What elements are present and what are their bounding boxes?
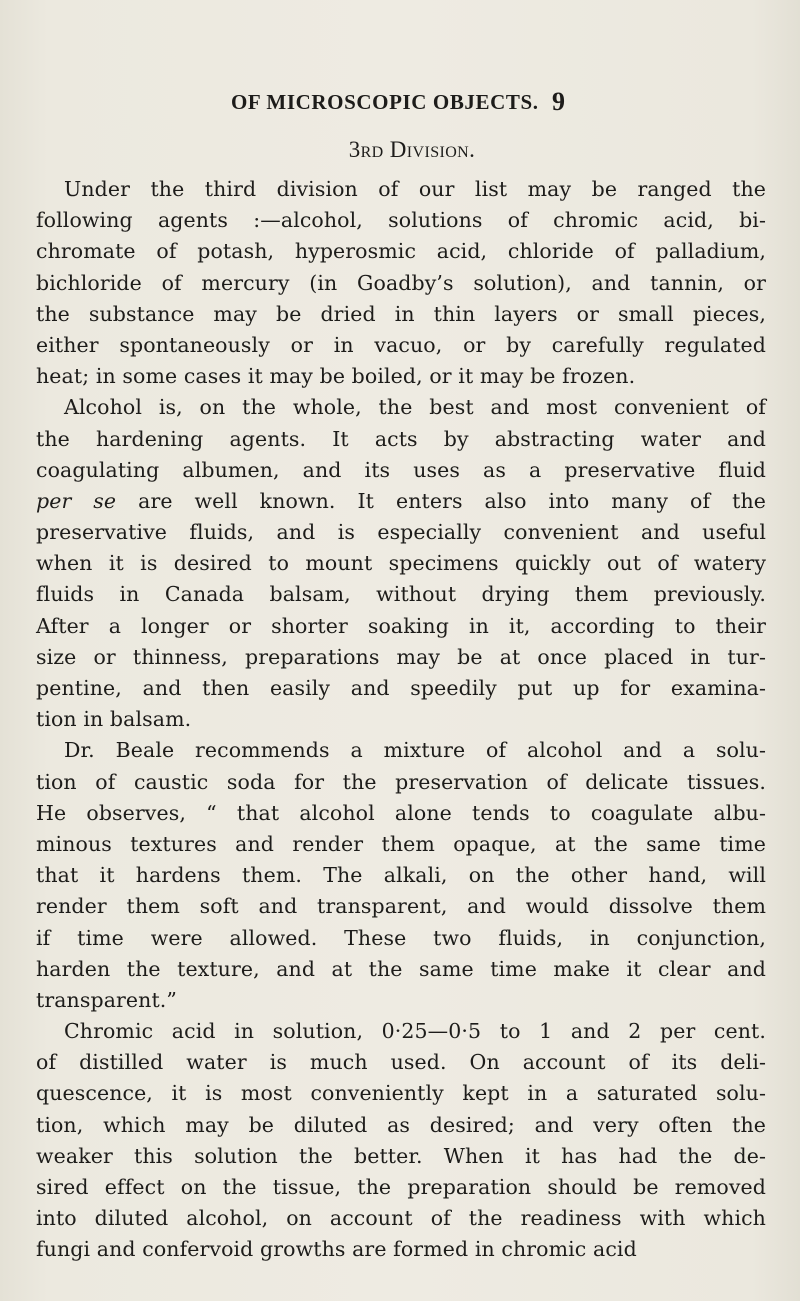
text-line: fungi and confervoid growths are formed in chromic acid (36, 1237, 637, 1262)
text-line: Alcohol is, on the whole, the best and most convenient of (64, 395, 766, 420)
text-line: into diluted alcohol, on account of the readiness with which (36, 1206, 766, 1231)
text-line: preservative fluids, and is especially convenient and useful (36, 520, 766, 545)
text-line: tion, which may be diluted as desired; and very often the (36, 1112, 766, 1137)
text-line: bichloride of mercury (in Goadby’s solution), and tannin, or (36, 270, 766, 295)
text-line: He observes, “ that alcohol alone tends to coagulate albu- (36, 800, 766, 825)
text-line: following agents :—alcohol, solutions of chromic acid, bi- (36, 208, 766, 233)
text-line: chromate of potash, hyperosmic acid, chloride of palladium, (36, 239, 766, 264)
page-number: 9 (552, 87, 565, 116)
text-line: tion of caustic soda for the preservation of delicate tissues. (36, 769, 766, 794)
text-line: Under the third division of our list may be ranged the (64, 177, 766, 201)
text-line: the substance may be dried in thin layers or small pieces, (36, 301, 766, 326)
text-line: After a longer or shorter soaking in it, according to their (36, 613, 766, 638)
text-line: Dr. Beale recommends a mixture of alcohol and a solu- (64, 738, 766, 763)
text-line: when it is desired to mount specimens quickly out of watery (36, 551, 766, 576)
text-line: transparent.” (36, 987, 177, 1012)
running-head (0, 87, 800, 118)
section-heading (0, 137, 800, 163)
text-line: minous textures and render them opaque, at the same time (36, 831, 766, 856)
text-line: Chromic acid in solution, 0·25—0·5 to 1 and 2 per cent. (64, 1019, 766, 1044)
text-line: tion in balsam. (36, 707, 192, 732)
text-line: size or thinness, preparations may be at once placed in tur- (36, 644, 766, 669)
text-line: either spontaneously or in vacuo, or by carefully regulated (36, 332, 766, 357)
text-line: sired effect on the tissue, the preparation should be removed (36, 1175, 766, 1199)
section-heading-text: 3rd Division. (348, 137, 476, 162)
text-line: of distilled water is much used. On account of its deli- (36, 1050, 766, 1075)
text-line: harden the texture, and at the same time make it clear and (36, 956, 766, 981)
text-line: per se are well known. It enters also into many of the (36, 488, 766, 513)
text-line: heat; in some cases it may be boiled, or it may be frozen. (36, 364, 636, 389)
text-line: fluids in Canada balsam, without drying them previously. (36, 582, 766, 607)
running-title: OF MICROSCOPIC OBJECTS. (231, 90, 539, 114)
text-line: render them soft and transparent, and would dissolve them (36, 894, 766, 919)
text-line: weaker this solution the better. When it has had the de- (36, 1143, 766, 1168)
text-line: quescence, it is most conveniently kept in a saturated solu- (36, 1081, 766, 1106)
text-line: the hardening agents. It acts by abstracting water and (36, 426, 766, 451)
text-line: coagulating albumen, and its uses as a preservative fluid (36, 457, 766, 482)
body-text (36, 174, 766, 1266)
text-line: if time were allowed. These two fluids, in conjunction, (36, 925, 766, 950)
text-line: pentine, and then easily and speedily put up for examina- (36, 676, 766, 700)
text-line: that it hardens them. The alkali, on the other hand, will (36, 863, 766, 888)
